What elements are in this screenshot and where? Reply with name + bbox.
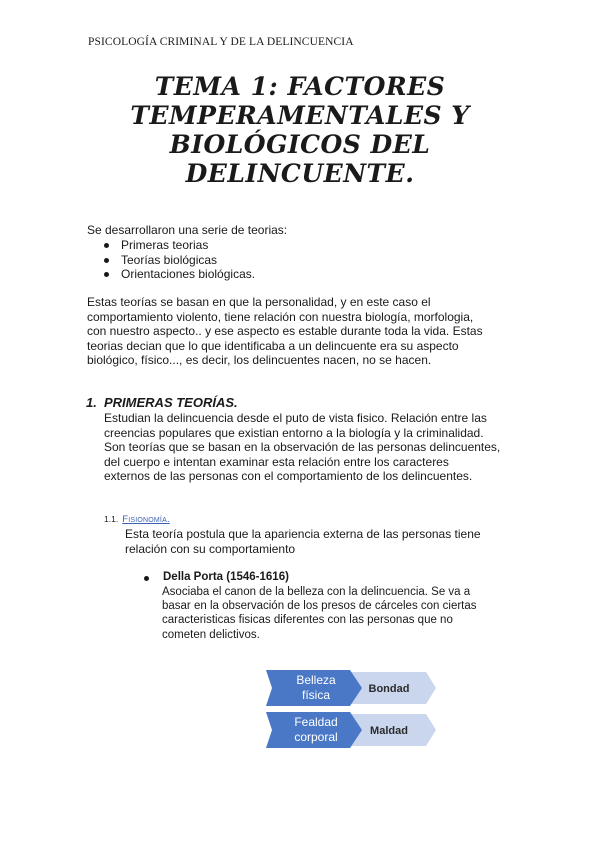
paragraph-line: Estudian la delincuencia desde el puto de vista fisico. Relación entre las xyxy=(104,411,487,425)
paragraph-line: caracteristicas fisicas diferentes con las personas que no xyxy=(162,614,453,627)
subsection-heading xyxy=(104,514,170,525)
intro-text: Se desarrollaron una serie de teorias: xyxy=(87,223,288,237)
diagram-left-label: Fealdad xyxy=(294,715,338,729)
paragraph-line: Asociaba el canon de la belleza con la delincuencia. Se va a xyxy=(162,586,471,598)
paragraph-line: con nuestro aspecto.. y ese aspecto es estable durante toda la vida. Estas xyxy=(87,324,483,339)
section-title: PRIMERAS TEORÍAS. xyxy=(104,395,238,410)
diagram-left-label: Belleza xyxy=(296,673,336,687)
intro-paragraph xyxy=(87,295,517,368)
della-porta-body xyxy=(162,585,477,642)
diagram-svg xyxy=(266,668,436,748)
diagram-right-label: Bondad xyxy=(368,683,410,695)
section-heading xyxy=(86,395,238,410)
subsection-body xyxy=(125,527,481,556)
paragraph-line: Estas teorías se basan en que la personalidad, y en este caso el xyxy=(87,295,431,309)
paragraph-line: Son teorías que se basan en la observación de las personas delincuentes, xyxy=(104,440,501,455)
paragraph-line: teorias decian que lo que identificaba a un delincuente era su aspecto xyxy=(87,338,459,353)
della-porta-heading xyxy=(146,571,289,583)
della-porta-title: Della Porta (1546-1616) xyxy=(163,571,289,583)
title-line: TEMA 1: FACTORES xyxy=(154,72,446,101)
diagram-left-label: corporal xyxy=(294,730,338,744)
paragraph-line: Esta teoría postula que la apariencia externa de las personas tiene xyxy=(125,527,481,541)
paragraph-line: comportamiento violento, tiene relación con nuestra biología, morfologia, xyxy=(87,309,474,324)
title-line: TEMPERAMENTALES Y xyxy=(130,101,470,130)
subsection-number: 1.1. xyxy=(104,514,119,524)
paragraph-line: cometen delictivos. xyxy=(162,628,260,641)
diagram-left-label: física xyxy=(301,688,331,702)
section-number: 1. xyxy=(86,395,97,410)
diagram-right-label: Maldad xyxy=(370,725,408,737)
paragraph-line: biológico, físico..., es decir, los delincuentes nacen, no se hacen. xyxy=(87,353,432,368)
paragraph-line: relación con su comportamiento xyxy=(125,541,296,556)
title-line: BIOLÓGICOS DEL xyxy=(169,130,431,159)
section-body xyxy=(104,411,524,484)
list-item: Teorías biológicas xyxy=(103,253,255,268)
paragraph-line: basar en la observación de los presos de cárceles con ciertas xyxy=(162,600,477,613)
paragraph-line: del cuerpo e intentan examinar esta relación entre los caracteres xyxy=(104,454,449,469)
theories-list xyxy=(103,238,255,282)
running-header: PSICOLOGÍA CRIMINAL Y DE LA DELINCUENCIA xyxy=(88,36,354,48)
list-item: Primeras teorias xyxy=(103,238,255,253)
beauty-goodness-diagram xyxy=(266,668,436,748)
subsection-link[interactable]: Fisionomía. xyxy=(122,514,170,525)
paragraph-line: externos de las personas con el comportamiento de los delincuentes. xyxy=(104,469,473,484)
page-title xyxy=(100,72,500,188)
paragraph-line: creencias populares que existian entorno a la biología y la criminalidad. xyxy=(104,425,484,440)
list-item: Orientaciones biológicas. xyxy=(103,267,255,282)
title-line: DELINCUENTE. xyxy=(185,159,415,188)
